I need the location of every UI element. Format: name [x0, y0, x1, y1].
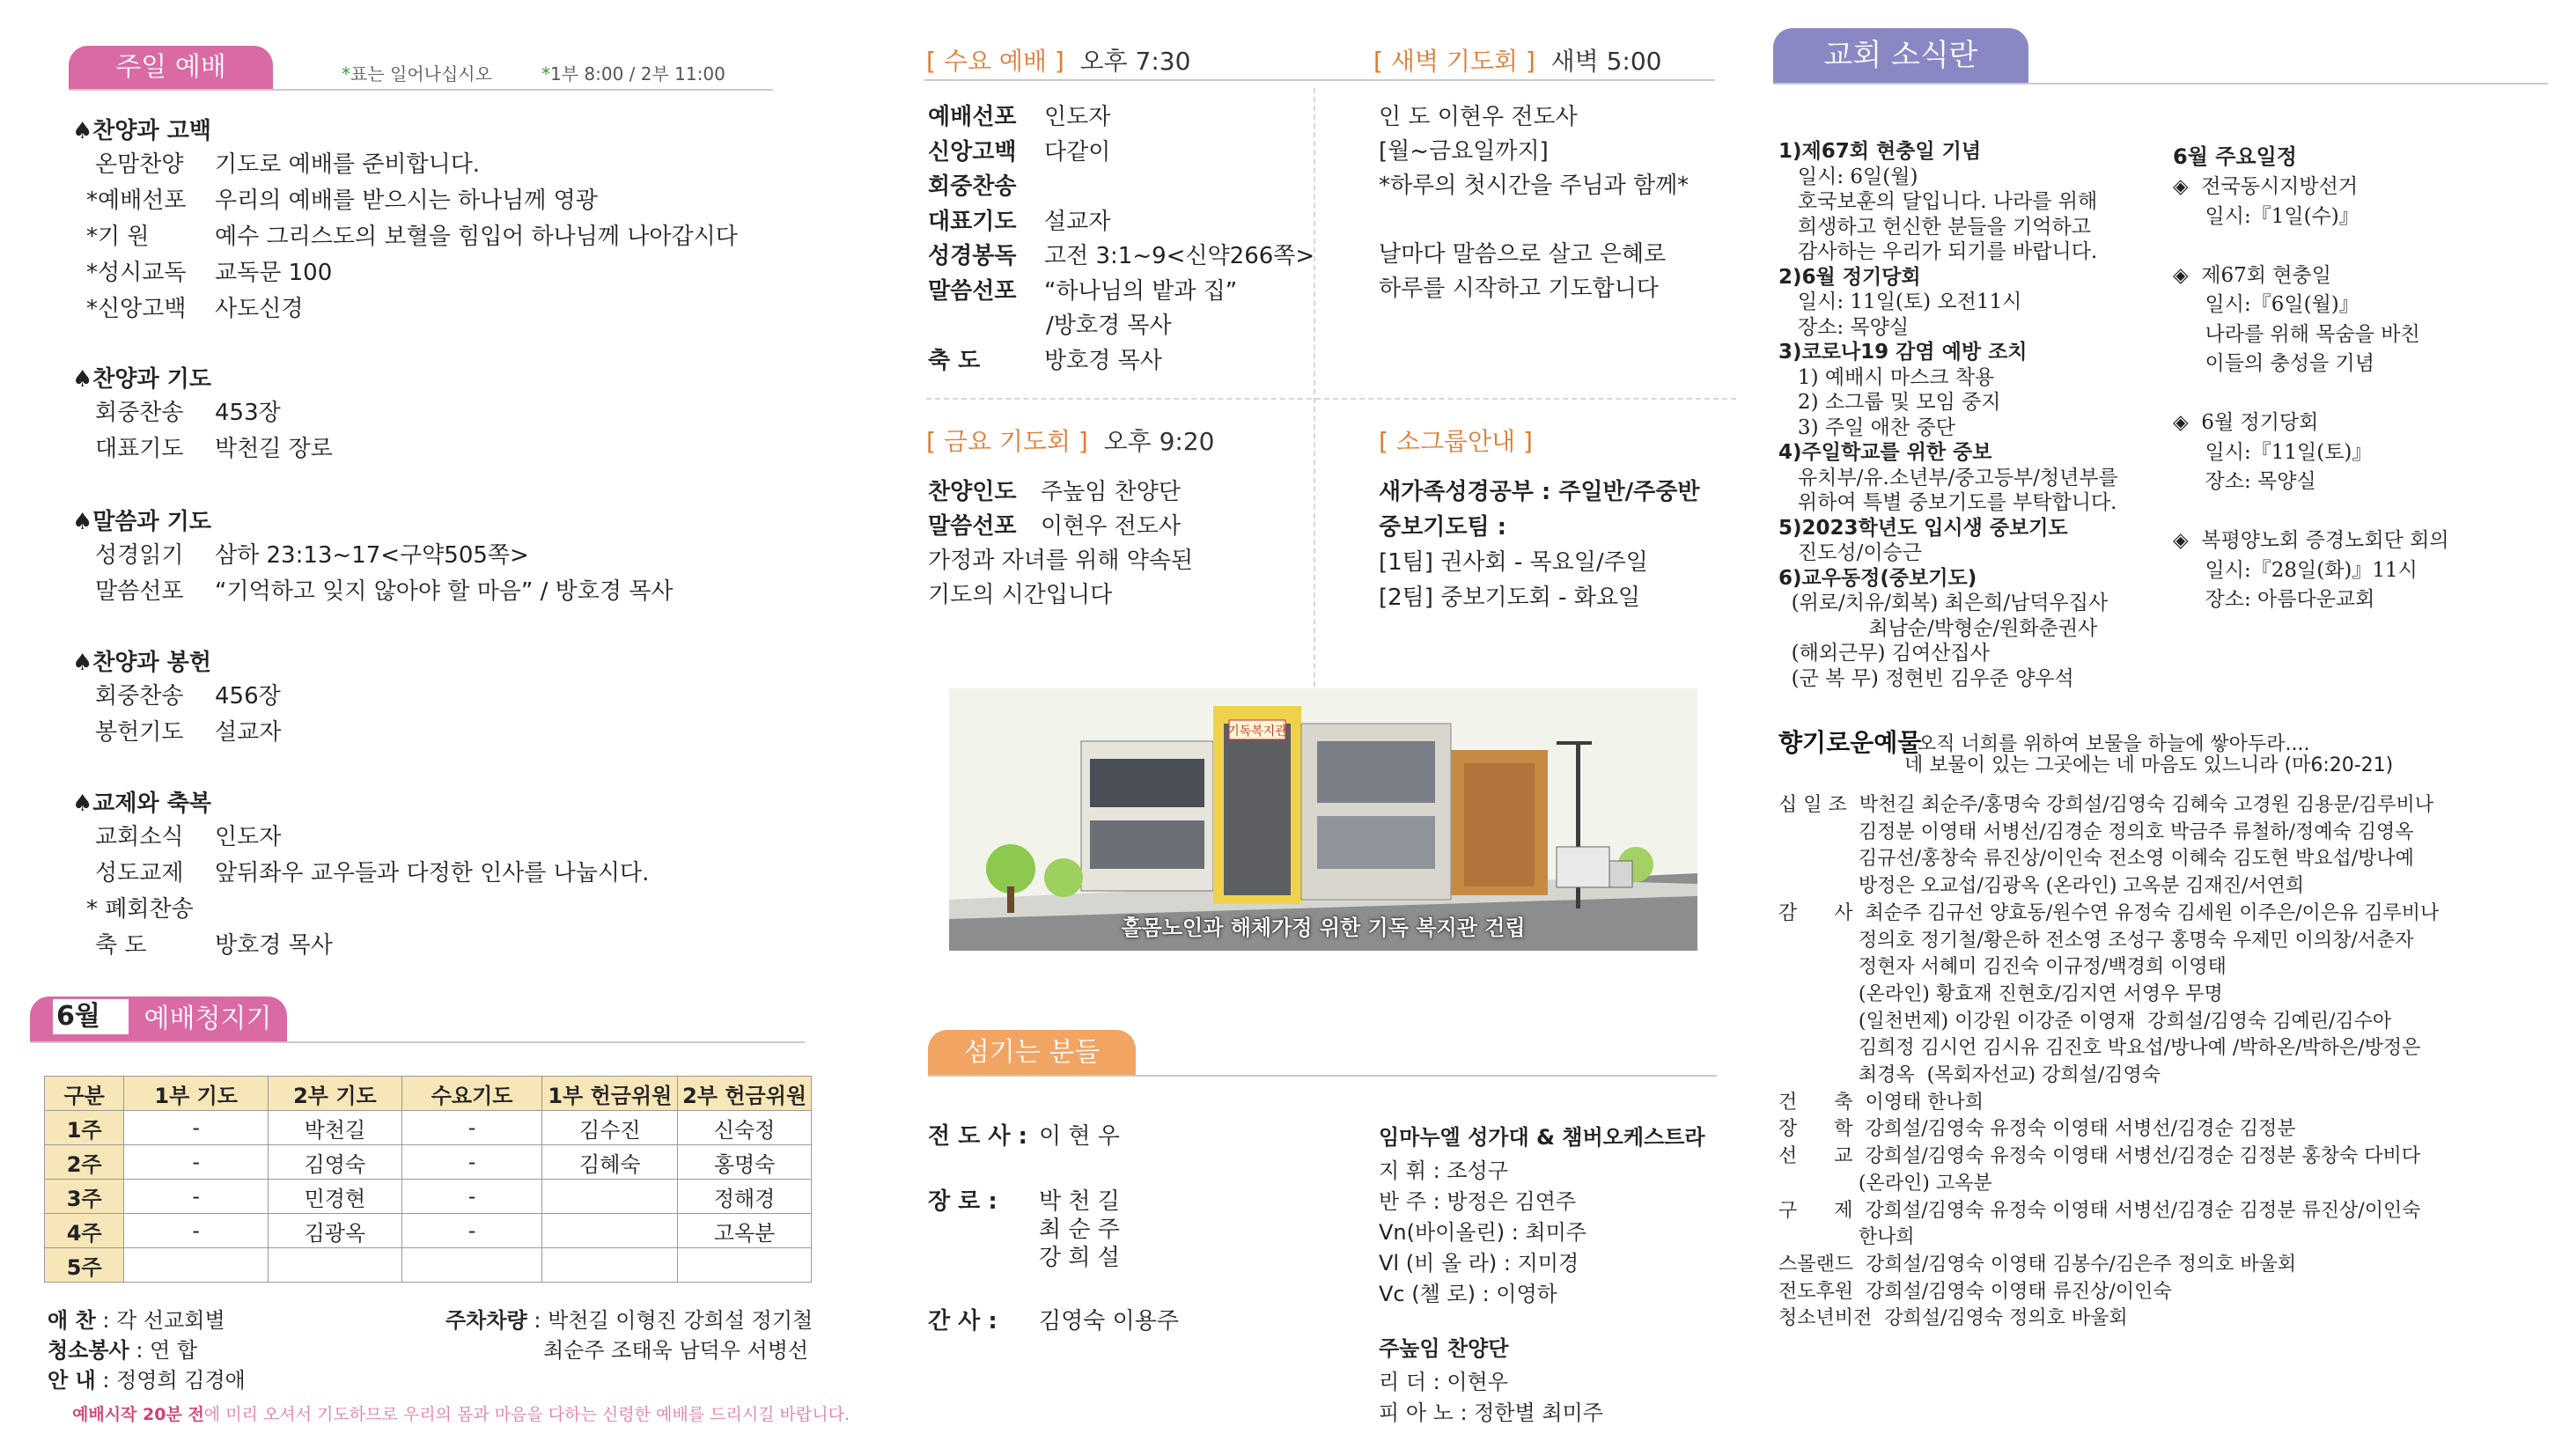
duty-cell: 김혜숙	[542, 1145, 678, 1180]
schedule-line: ◈ 전국동시지방선거	[2173, 175, 2359, 198]
offering-line: 방정은 오교섭/김광옥 (온라인) 고옥분 김재진/서연희	[1778, 875, 2305, 898]
duty-header-cell: 1부 기도	[124, 1077, 269, 1111]
duty-row	[45, 1145, 812, 1180]
duty-cell	[542, 1180, 678, 1214]
duty-cell: 민경현	[269, 1180, 402, 1214]
praise-title: 주높임 찬양단	[1379, 1336, 1509, 1361]
order-row	[86, 182, 598, 215]
servers-tab-rule	[928, 1075, 1717, 1077]
friday-row	[928, 474, 1181, 506]
duty-cell: 김영숙	[269, 1145, 402, 1180]
schedule-line	[2173, 497, 2449, 527]
duty-cell: -	[401, 1111, 542, 1145]
order-label: 회중찬송	[95, 400, 184, 426]
duty-row	[45, 1248, 812, 1283]
duty-cell	[542, 1214, 678, 1248]
news-line: (위로/치유/회복) 최은희/남덕우집사	[1778, 592, 2109, 614]
news-line: 1)제67회 현충일 기념	[1778, 140, 1982, 163]
cleaning-label: 청소봉사	[48, 1338, 129, 1363]
duty-cell	[678, 1248, 812, 1283]
dawn-line: *하루의 첫시간을 주님과 함께*	[1379, 173, 1690, 199]
wednesday-value: 다같이	[1044, 138, 1111, 165]
offering-line: (일천번제) 이강원 이강준 이영재 강희설/김영숙 김예린/김수아	[1778, 1010, 2392, 1033]
news-line: 2) 소그룹 및 모임 중지	[1778, 391, 2001, 414]
wednesday-row	[928, 99, 1111, 131]
mid-horizontal-divider	[926, 398, 1736, 400]
duty-cell: -	[401, 1214, 542, 1248]
duty-footer	[48, 1303, 850, 1435]
wednesday-row	[928, 273, 1238, 305]
duty-cell: 4주	[45, 1214, 124, 1248]
duty-cell: 1주	[45, 1111, 124, 1145]
offering-line: 김희정 김시언 김시유 김진호 박요섭/방나예 /박하온/박하은/방정은	[1778, 1037, 2421, 1060]
worship-tab-rule	[69, 89, 773, 91]
server-name: 김영숙 이용주	[1039, 1308, 1179, 1335]
choir-member: Vl (비 올 라) : 지미경	[1379, 1251, 1579, 1276]
duty-table	[44, 1076, 812, 1283]
dawn-line: 인 도 이현우 전도사	[1379, 104, 1578, 130]
news-tab: 교회 소식란	[1773, 28, 2028, 83]
wednesday-row	[928, 168, 1016, 201]
duty-cell: 5주	[45, 1248, 124, 1283]
duty-cell: 김수진	[542, 1111, 678, 1145]
duty-cell: 김광옥	[269, 1214, 402, 1248]
order-label: *신앙고백	[86, 296, 187, 322]
news-line: 2)6월 정기당회	[1778, 265, 1921, 289]
order-label: *예배선포	[86, 188, 187, 214]
duty-cell	[542, 1248, 678, 1283]
order-value: 453장	[215, 400, 281, 426]
order-label: 성도교제	[95, 860, 184, 886]
order-row	[95, 678, 281, 710]
duty-cell	[269, 1248, 402, 1283]
worship-tab: 주일 예배	[69, 46, 273, 90]
wednesday-row	[928, 134, 1111, 166]
schedule-title: 6월 주요일정	[2173, 144, 2297, 169]
duty-cell: -	[124, 1214, 269, 1248]
schedule-line: 이들의 충성을 기념	[2173, 352, 2374, 375]
duty-cell: 3주	[45, 1180, 124, 1214]
news-line: 일시: 11일(토) 오전11시	[1778, 290, 2022, 313]
building-image	[949, 688, 1697, 951]
order-row	[95, 573, 674, 606]
offering-line: 청소년비전 강희설/김영숙 정의호 바울회	[1778, 1307, 2128, 1330]
order-row	[86, 254, 333, 287]
offering-verse-2: 네 보물이 있는 그곳에는 네 마음도 있느니라 (마6:20-21)	[1904, 754, 2394, 776]
news-line: 희생하고 헌신한 분들을 기억하고	[1778, 215, 2091, 239]
duty-header-cell: 2부 헌금위원	[678, 1077, 812, 1111]
arrival-notice: 예배시작 20분 전에 미리 오셔서 기도하므로 우리의 몸과 마음을 다하는 신령한 예배를 드리시길 바랍니다.	[72, 1405, 850, 1424]
order-row	[95, 537, 529, 570]
duty-tab-rule	[30, 1041, 805, 1043]
duty-cell: -	[124, 1145, 269, 1180]
wednesday-header: [ 수요 예배 ] 오후 7:30	[926, 47, 1191, 76]
order-row	[95, 146, 481, 179]
order-label: 말씀선포	[95, 578, 184, 605]
news-line: 6)교우동정(중보기도)	[1778, 566, 1977, 590]
dawn-line: [월~금요일까지]	[1379, 138, 1549, 165]
schedule-line: 장소: 목양실	[2173, 470, 2316, 493]
dawn-line: 날마다 말씀으로 살고 은혜로	[1379, 241, 1667, 268]
news-line: 진도성/이승근	[1778, 541, 1922, 564]
server-label: 장 로 :	[928, 1188, 998, 1215]
offering-line: (온라인) 황효재 진현호/김지연 서영우 무명	[1778, 982, 2223, 1005]
choir-value: : 각 선교회별	[102, 1308, 225, 1333]
parking-value-2: 최순주 조태욱 남덕우 서병선	[543, 1338, 809, 1363]
order-row	[95, 714, 282, 746]
building-caption: 홀몸노인과 해체가정 위한 기독 복지관 건립	[1121, 916, 1526, 940]
offering-line: (온라인) 고옥분	[1778, 1172, 1992, 1195]
order-label: 온맘찬양	[95, 151, 184, 178]
wednesday-row	[928, 342, 1162, 375]
friday-line: 가정과 자녀를 위해 약속된	[928, 548, 1194, 574]
schedule-line: 일시:『1일(수)』	[2173, 204, 2360, 228]
offering-line: 정현자 서혜미 김진숙 이규정/백경희 이영태	[1778, 956, 2227, 979]
offering-list	[1778, 792, 2439, 1333]
section-title: ♠찬양과 고백	[72, 118, 211, 144]
order-row	[95, 819, 282, 851]
wednesday-value: “하나님의 밭과 집”	[1044, 277, 1238, 305]
news-line: (군 복 무) 정현빈 김우준 양우석	[1778, 666, 2074, 690]
wednesday-row	[928, 203, 1111, 236]
duty-cell	[401, 1248, 542, 1283]
offering-line: 한나희	[1778, 1226, 1915, 1249]
order-row	[86, 891, 194, 923]
offering-line: 김규선/홍창숙 류진상/이인숙 전소영 이혜숙 김도현 박요섭/방나예	[1778, 848, 2414, 871]
duty-header-cell: 수요기도	[401, 1077, 542, 1111]
offering-line: 스몰랜드 강희설/김영숙 이영태 김봉수/김은주 정의호 바울회	[1778, 1253, 2297, 1276]
friday-line: 기도의 시간입니다	[928, 582, 1113, 608]
friday-value: 주높임 찬양단	[1041, 479, 1181, 505]
news-line: 호국보훈의 달입니다. 나라를 위해	[1778, 190, 2098, 213]
section-title: ♠교제와 축복	[72, 791, 211, 817]
duty-row	[45, 1111, 812, 1145]
wednesday-label: 축 도	[928, 347, 981, 374]
parking-value-1: : 박천길 이형진 강희설 정기철	[534, 1308, 814, 1333]
smallgroup-header: [ 소그룹안내 ]	[1379, 427, 1533, 456]
offering-line: 십 일 조 박천길 최순주/홍명숙 강희설/김영숙 김혜숙 고경원 김용문/김루비나	[1778, 794, 2433, 816]
order-label: 대표기도	[95, 436, 184, 462]
duty-month-label: 6월	[53, 999, 134, 1034]
smallgroup-line: 새가족성경공부 : 주일반/주중반	[1379, 479, 1700, 505]
choir-member: 지 휘 : 조성구	[1379, 1158, 1508, 1183]
news-left	[1778, 139, 2118, 691]
order-row	[86, 290, 304, 323]
schedule-line: 일시:『6일(월)』	[2173, 293, 2360, 316]
smallgroup-line: 중보기도팀 :	[1379, 514, 1507, 540]
guide-value: : 정영희 김경애	[102, 1368, 246, 1393]
service-times-note: *1부 8:00 / 2부 11:00	[541, 63, 725, 85]
offering-verse-1: 오직 너희를 위하여 보물을 하늘에 쌓아두라....	[1918, 733, 2310, 755]
duty-cell: -	[401, 1180, 542, 1214]
order-value: 456장	[215, 683, 281, 710]
server-name: 강 희 설	[1039, 1245, 1120, 1271]
duty-cell: -	[124, 1111, 269, 1145]
order-value: 삼하 23:13~17<구약505쪽>	[215, 542, 529, 569]
wednesday-value: /방호경 목사	[1046, 313, 1172, 339]
order-value: 설교자	[215, 719, 282, 746]
news-tab-rule	[1773, 83, 2548, 85]
news-line: 유치부/유.소년부/중고등부/청년부를	[1778, 466, 2118, 489]
news-line: 일시: 6일(월)	[1778, 165, 1918, 188]
order-row	[95, 430, 333, 463]
cleaning-value: : 연 합	[136, 1338, 198, 1363]
duty-cell: 홍명숙	[678, 1145, 812, 1180]
schedule-line: ◈ 복평양노회 증경노회단 회의	[2173, 529, 2449, 552]
choir-member: 반 주 : 방정은 김연주	[1379, 1189, 1577, 1214]
guide-label: 안 내	[48, 1368, 96, 1393]
order-value: 박천길 장로	[215, 436, 333, 462]
smallgroup-line: [1팀] 권사회 - 목요일/주일	[1379, 549, 1648, 576]
duty-row	[45, 1180, 812, 1214]
news-line: 5)2023학년도 입시생 중보기도	[1778, 516, 2068, 540]
schedule-line: 나라를 위해 목숨을 바친	[2173, 322, 2420, 346]
order-value: 교독문 100	[215, 260, 333, 286]
duty-cell: 박천길	[269, 1111, 402, 1145]
order-value: 방호경 목사	[215, 932, 333, 959]
offering-line: 구 제 강희설/김영숙 유정숙 이영태 서병선/김경순 김정분 류진상/이인숙	[1778, 1199, 2421, 1222]
duty-cell	[124, 1248, 269, 1283]
schedule-line: ◈ 제67회 현충일	[2173, 263, 2331, 287]
order-label: 교회소식	[95, 824, 184, 850]
order-row	[95, 394, 281, 427]
news-line: 위하여 특별 중보기도를 부탁합니다.	[1778, 491, 2117, 514]
wednesday-label: 대표기도	[928, 208, 1017, 235]
duty-row	[45, 1214, 812, 1248]
order-value: 우리의 예배를 받으시는 하나님께 영광	[215, 188, 598, 214]
order-row	[95, 927, 333, 960]
server-name: 이 현 우	[1039, 1123, 1120, 1150]
wednesday-value: 고전 3:1~9<신약266쪽>	[1044, 243, 1315, 269]
order-row	[95, 855, 650, 887]
news-line: 3)코로나19 감염 예방 조치	[1778, 341, 2028, 364]
duty-tab: 예배청지기	[129, 996, 287, 1042]
offering-line: 건 축 이영태 한나희	[1778, 1091, 1984, 1114]
choir-member: Vc (첼 로) : 이영하	[1379, 1282, 1557, 1306]
duty-cell: 정해경	[678, 1180, 812, 1214]
mid-vertical-divider	[1314, 88, 1315, 722]
schedule-line	[2173, 379, 2449, 409]
friday-header: [ 금요 기도회 ] 오후 9:20	[926, 427, 1215, 456]
duty-cell: -	[124, 1180, 269, 1214]
wednesday-value: 방호경 목사	[1044, 347, 1162, 374]
smallgroup-line: [2팀] 중보기도회 - 화요일	[1379, 585, 1641, 611]
news-line: 4)주일학교를 위한 중보	[1778, 441, 1992, 464]
dawn-line: 하루를 시작하고 기도합니다	[1379, 276, 1659, 302]
server-name: 박 천 길	[1039, 1188, 1120, 1215]
server-label: 전 도 사 :	[928, 1123, 1027, 1150]
news-line: (해외근무) 김여산집사	[1778, 642, 1990, 665]
friday-label: 찬양인도	[928, 479, 1017, 505]
order-label: 봉헌기도	[95, 719, 184, 746]
wednesday-label: 신앙고백	[928, 138, 1017, 165]
building-sign: 기독복지관	[1227, 724, 1287, 739]
dawn-header: [ 새벽 기도회 ] 새벽 5:00	[1373, 47, 1662, 76]
order-label: 성경읽기	[95, 542, 184, 569]
wednesday-label: 말씀선포	[928, 277, 1017, 305]
schedule-list	[2173, 173, 2449, 615]
order-row	[86, 218, 738, 251]
offering-line: 전도후원 강희설/김영숙 이영태 류진상/이인숙	[1778, 1280, 2172, 1303]
order-value: 기도로 예배를 준비합니다.	[215, 151, 481, 178]
server-label: 간 사 :	[928, 1308, 998, 1335]
choir-member: Vn(바이올린) : 최미주	[1379, 1220, 1587, 1245]
news-line: 1) 예배시 마스크 착용	[1778, 365, 1995, 389]
duty-cell: 신숙정	[678, 1111, 812, 1145]
praise-member: 리 더 : 이현우	[1379, 1370, 1508, 1394]
order-label: *기 원	[86, 224, 150, 250]
section-title: ♠찬양과 기도	[72, 366, 211, 393]
schedule-line: 일시:『11일(토)』	[2173, 440, 2373, 464]
servers-tab: 섬기는 분들	[928, 1030, 1136, 1076]
parking-label: 주차차량	[445, 1308, 527, 1333]
friday-label: 말씀선포	[928, 513, 1017, 540]
duty-cell: 고옥분	[678, 1214, 812, 1248]
section-title: ♠찬양과 봉헌	[72, 650, 211, 676]
offering-line: 장 학 강희설/김영숙 유정숙 이영태 서병선/김경순 김정분	[1778, 1118, 2296, 1141]
wednesday-label: 회중찬송	[928, 173, 1017, 200]
order-value: 인도자	[215, 824, 282, 850]
duty-cell: 2주	[45, 1145, 124, 1180]
offering-line: 감 사 최순주 김규선 양효동/원수연 유정숙 김세원 이주은/이은유 김루비나	[1778, 901, 2440, 924]
news-line: 감사하는 우리가 되기를 바랍니다.	[1778, 240, 2098, 263]
section-title: ♠말씀과 기도	[72, 509, 211, 535]
duty-header-cell: 2부 기도	[269, 1077, 402, 1111]
order-label: 회중찬송	[95, 683, 184, 710]
choir-title: 임마누엘 성가대 & 챔버오케스트라	[1379, 1125, 1705, 1150]
offering-line: 최경옥 (목회자선교) 강희설/김영숙	[1778, 1064, 2161, 1087]
duty-header-cell: 구분	[45, 1077, 124, 1111]
stand-note: *표는 일어나십시오	[342, 63, 492, 85]
duty-cell: -	[401, 1145, 542, 1180]
order-value: 예수 그리스도의 보혈을 힘입어 하나님께 나아갑시다	[215, 224, 738, 250]
order-label: 축 도	[95, 932, 147, 959]
schedule-line: 장소: 아름다운교회	[2173, 588, 2375, 611]
offering-line: 선 교 강희설/김영숙 유정숙 이영태 서병선/김경순 김정분 홍창숙 다비다	[1778, 1145, 2421, 1168]
news-line: 3) 주일 애찬 중단	[1778, 415, 1955, 439]
wednesday-label: 성경봉독	[928, 243, 1017, 269]
friday-row	[928, 508, 1181, 540]
schedule-line: ◈ 6월 정기당회	[2173, 411, 2319, 434]
schedule-line: 일시:『28일(화)』11시	[2173, 558, 2418, 582]
duty-header-cell: 1부 헌금위원	[542, 1077, 678, 1111]
offering-title: 향기로운예물	[1778, 728, 1922, 757]
news-line: 장소: 목양실	[1778, 315, 1910, 339]
server-name: 최 순 주	[1039, 1217, 1120, 1243]
wednesday-label: 예배선포	[928, 104, 1017, 130]
wednesday-row	[928, 238, 1315, 270]
wednesday-value: 설교자	[1044, 208, 1111, 235]
order-value: “기억하고 잊지 않아야 할 마음” / 방호경 목사	[215, 578, 674, 605]
news-line: 최남순/박형순/원화춘권사	[1778, 616, 2098, 640]
order-label: *성시교독	[86, 260, 187, 286]
order-value: 앞뒤좌우 교우들과 다정한 인사를 나눕시다.	[215, 860, 650, 886]
praise-member: 피 아 노 : 정한별 최미주	[1379, 1401, 1603, 1425]
offering-line: 김정분 이영태 서병선/김경순 정의호 박금주 류철하/정예숙 김영옥	[1778, 820, 2414, 843]
order-label: * 폐회찬송	[86, 896, 194, 923]
schedule-line	[2173, 232, 2449, 261]
wednesday-value: 인도자	[1044, 104, 1111, 130]
offering-line: 정의호 정기철/황은하 전소영 조성구 홍명숙 우제민 이의창/서춘자	[1778, 929, 2414, 952]
order-value: 사도신경	[215, 296, 304, 322]
friday-value: 이현우 전도사	[1041, 513, 1181, 540]
mid-top-rule	[924, 79, 1715, 81]
choir-label: 애 찬	[48, 1308, 96, 1333]
